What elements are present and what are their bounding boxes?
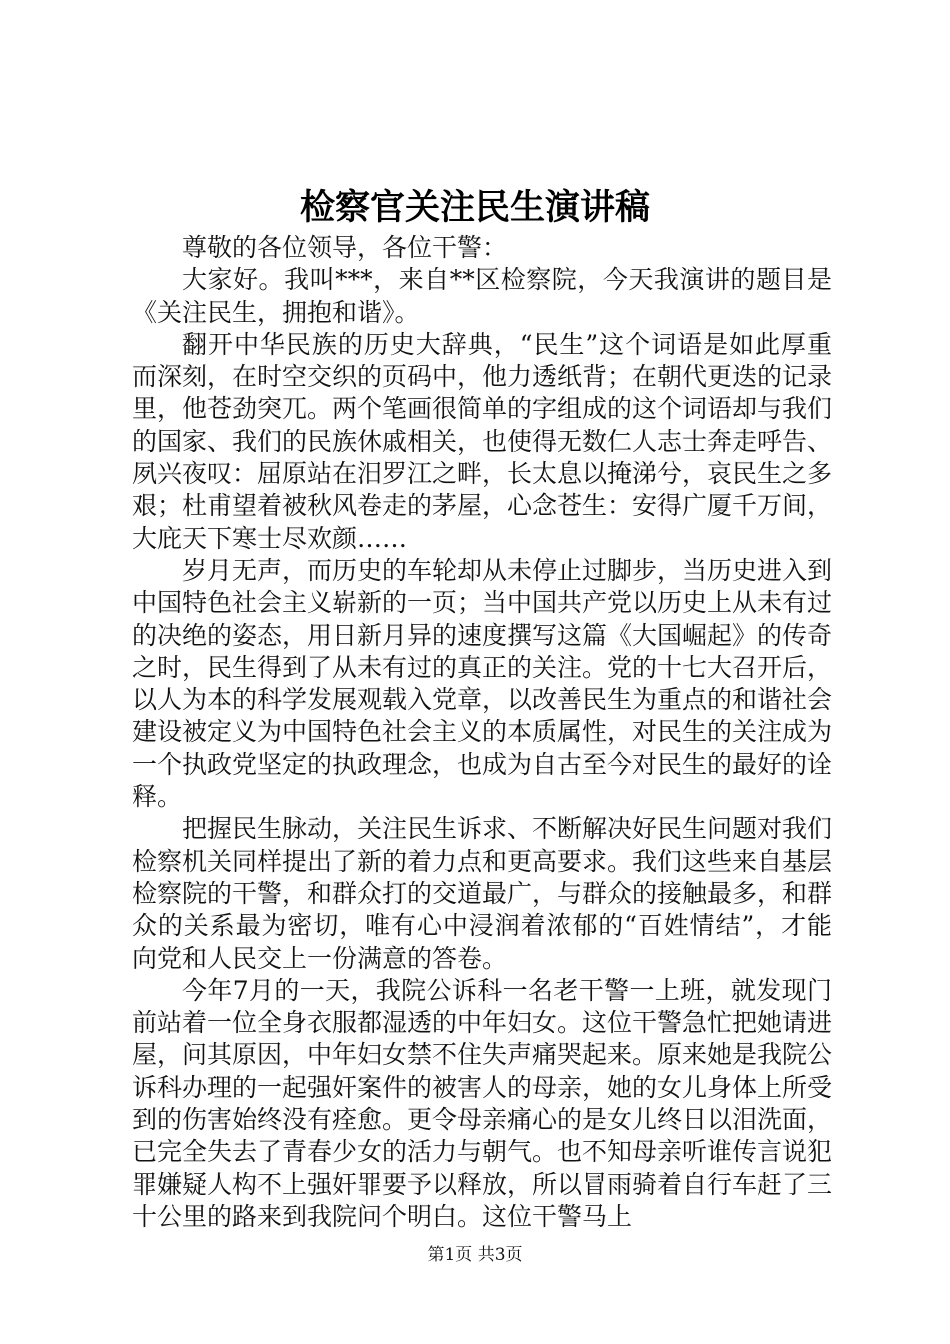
document-title: 检察官关注民生演讲稿 xyxy=(299,187,650,228)
paragraph-era: 岁月无声，而历史的车轮却从未停止过脚步，当历史进入到中国特色社会主义崭新的一页；当中国共产党以历史上从未有过的决绝的姿态，用日新月异的速度撰写这篇《大国崛起》的传奇之时，民生得到了从未有过的真正的关注。党的十七大召开后，以人为本的科学发展观载入党章，以改善民生为重点的和谐社会建设被定义为中国特色社会主义的本质属性，对民生的关注成为一个执政党坚定的执政理念，也成为自古至今对民生的最好的诠释。 xyxy=(132,555,833,812)
document-body xyxy=(132,232,832,1233)
paragraph-salutation: 尊敬的各位领导，各位干警： xyxy=(182,233,508,262)
paragraph-history: 翻开中华民族的历史大辞典，“民生”这个词语是如此厚重而深刻，在时空交织的页码中，他力透纸背；在朝代更迭的记录里，他苍劲突兀。两个笔画很简单的字组成的这个词语却与我们的国家、我们的民族休戚相关，也使得无数仁人志士奔走呼告、夙兴夜叹：屈原站在汨罗江之畔，长太息以掩涕兮，哀民生之多艰；杜甫望着被秋风卷走的茅屋，心念苍生：安得广厦千万间，大庇天下寒士尽欢颜…… xyxy=(132,329,833,553)
page-footer: 第1页 共3页 xyxy=(427,1245,523,1265)
paragraph-story: 今年7月的一天，我院公诉科一名老干警一上班，就发现门前站着一位全身衣服都湿透的中年妇女。这位干警急忙把她请进屋，问其原因，中年妇女禁不住失声痛哭起来。原来她是我院公诉科办理的一起强奸案件的被害人的母亲，她的女儿身体上所受到的伤害始终没有痊愈。更令母亲痛心的是女儿终日以泪洗面，已完全失去了青春少女的活力与朝气。也不知母亲听谁传言说犯罪嫌疑人构不上强奸罪要予以释放，所以冒雨骑着自行车赶了三十公里的路来到我院问个明白。这位干警马上 xyxy=(132,975,833,1231)
paragraph-procuratorate: 把握民生脉动，关注民生诉求、不断解决好民生问题对我们检察机关同样提出了新的着力点和更高要求。我们这些来自基层检察院的干警，和群众打的交道最广，与群众的接触最多，和群众的关系最为密切，唯有心中浸润着浓郁的“百姓情结”，才能向党和人民交上一份满意的答卷。 xyxy=(132,814,833,973)
paragraph-introduction: 大家好。我叫***，来自**区检察院，今天我演讲的题目是《关注民生，拥抱和谐》。 xyxy=(132,265,832,327)
